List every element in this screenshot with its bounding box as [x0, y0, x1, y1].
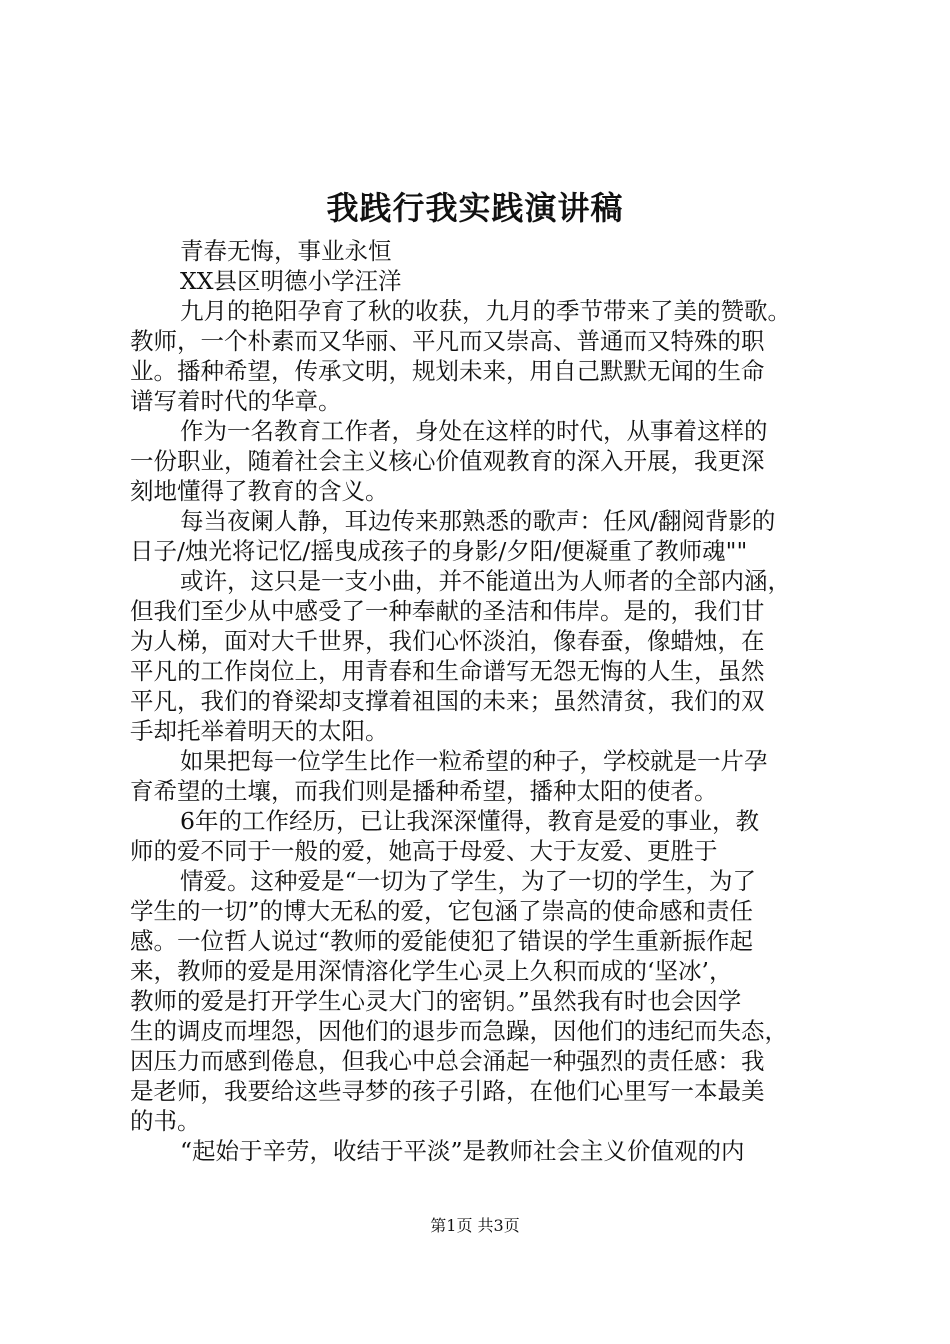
paragraph-line: 学生的一切”的博大无私的爱，它包涵了崇高的使命感和责任: [130, 897, 754, 925]
paragraph-line: 教师，一个朴素而又华丽、平凡而又崇高、普通而又特殊的职: [130, 327, 765, 355]
paragraph-line: 作为一名教育工作者，身处在这样的时代，从事着这样的: [180, 417, 768, 445]
paragraph-line: 九月的艳阳孕育了秋的收获，九月的季节带来了美的赞歌。: [180, 297, 791, 325]
paragraph-line: 刻地懂得了教育的含义。: [130, 477, 389, 505]
paragraph-line: 为人梯，面对大千世界，我们心怀淡泊，像春蚕，像蜡烛，在: [130, 627, 765, 655]
paragraph-line: 或许，这只是一支小曲，并不能道出为人师者的全部内涵，: [180, 567, 791, 595]
paragraph-line: 青春无悔，事业永恒: [180, 237, 392, 265]
paragraph-line: 育希望的土壤，而我们则是播种希望，播种太阳的使者。: [130, 777, 718, 805]
paragraph-line: 教师的爱是打开学生心灵大门的密钥。”虽然我有时也会因学: [130, 987, 742, 1015]
paragraph-line: 如果把每一位学生比作一粒希望的种子，学校就是一片孕: [180, 747, 768, 775]
paragraph-line: XX县区明德小学汪洋: [180, 267, 402, 295]
paragraph-line: 每当夜阑人静，耳边传来那熟悉的歌声：任风/翻阅背影的: [180, 507, 776, 535]
page-footer: 第1页 共3页: [430, 1216, 520, 1235]
paragraph-line: 生的调皮而埋怨，因他们的退步而急躁，因他们的违纪而失态，: [130, 1017, 788, 1045]
paragraph-line: 谱写着时代的华章。: [130, 387, 342, 415]
paragraph-line: 平凡的工作岗位上，用青春和生命谱写无怨无悔的人生，虽然: [130, 657, 765, 685]
paragraph-line: 的书。: [130, 1107, 201, 1135]
document-body: [130, 236, 850, 1166]
paragraph-line: 师的爱不同于一般的爱，她高于母爱、大于友爱、更胜于: [130, 837, 718, 865]
paragraph-line: “起始于辛劳，收结于平淡”是教师社会主义价值观的内: [180, 1137, 745, 1165]
paragraph-line: 是老师，我要给这些寻梦的孩子引路，在他们心里写一本最美: [130, 1077, 765, 1105]
paragraph-line: 业。播种希望，传承文明，规划未来，用自己默默无闻的生命: [130, 357, 765, 385]
paragraph-line: 感。一位哲人说过“教师的爱能使犯了错误的学生重新振作起: [130, 927, 754, 955]
document-title: 我践行我实践演讲稿: [326, 189, 624, 227]
paragraph-line: 手却托举着明天的太阳。: [130, 717, 389, 745]
paragraph-line: 来，教师的爱是用深情溶化学生心灵上久积而成的‘坚冰’，: [130, 957, 733, 985]
paragraph-line: 6年的工作经历，已让我深深懂得，教育是爱的事业，教: [180, 807, 759, 835]
paragraph-line: 平凡，我们的脊梁却支撑着祖国的未来；虽然清贫，我们的双: [130, 687, 765, 715]
paragraph-line: 因压力而感到倦息，但我心中总会涌起一种强烈的责任感：我: [130, 1047, 765, 1075]
paragraph-line: 情爱。这种爱是“一切为了学生，为了一切的学生，为了: [180, 867, 757, 895]
paragraph-line: 但我们至少从中感受了一种奉献的圣洁和伟岸。是的，我们甘: [130, 597, 765, 625]
paragraph-line: 一份职业，随着社会主义核心价值观教育的深入开展，我更深: [130, 447, 765, 475]
paragraph-line: 日子/烛光将记忆/摇曳成孩子的身影/夕阳/便凝重了教师魂"": [130, 537, 748, 565]
